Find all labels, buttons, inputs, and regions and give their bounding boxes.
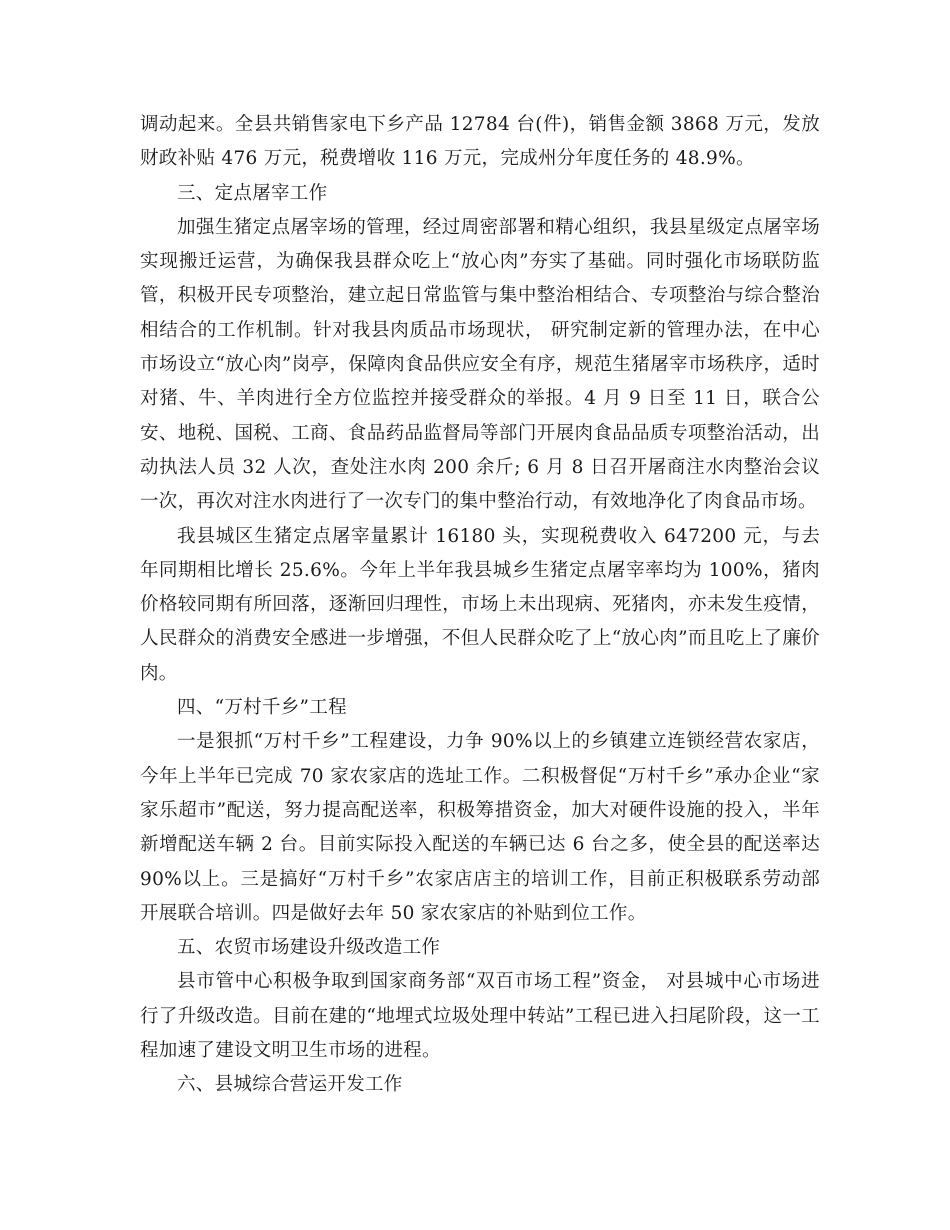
section-heading-village-project: 四、“万村千乡”工程 — [177, 697, 347, 719]
paragraph-slaughter-statistics: 我县城区生猪定点屠宰量累计 16180 头，实现税费收入 647200 元，与去年同期相比增长 25.6%。今年上半年我县城乡生猪定点屠宰率均为 100%，猪肉价格较同期有所回落，逐渐回归理性，市场上未出现病、死猪肉，亦未发生疫情，人民群众的消费安全感进一步增强，不但人民群众吃了上“放心肉”而且吃上了廉价肉。 — [140, 525, 820, 684]
section-heading-slaughter: 三、定点屠宰工作 — [177, 182, 328, 204]
paragraph-market-upgrade: 县市管中心积极争取到国家商务部“双百市场工程”资金， 对县城中心市场进行了升级改造。目前在建的“地埋式垃圾处理中转站”工程已进入扫尾阶段，这一工程加速了建设文明卫生市场的进程。 — [140, 971, 820, 1062]
document-body — [140, 108, 820, 1103]
section-heading-county-development: 六、县城综合营运开发工作 — [177, 1074, 403, 1096]
section-heading-market-upgrade: 五、农贸市场建设升级改造工作 — [177, 937, 441, 959]
paragraph-sales-summary: 调动起来。全县共销售家电下乡产品 12784 台(件)，销售金额 3868 万元，发放财政补贴 476 万元，税费增收 116 万元，完成州分年度任务的 48.9%。 — [140, 114, 820, 170]
paragraph-slaughter-management: 加强生猪定点屠宰场的管理，经过周密部署和精心组织，我县星级定点屠宰场实现搬迁运营，为确保我县群众吃上“放心肉”夯实了基础。同时强化市场联防监管，积极开民专项整治，建立起日常监管与集中整治相结合、专项整治与综合整治相结合的工作机制。针对我县肉质品市场现状， 研究制定新的管理办法，在中心市场设立“放心肉”岗亭，保障肉食品供应安全有序，规范生猪屠宰市场秩序，适时对猪、牛、羊肉进行全方位监控并接受群众的举报。4 月 9 日至 11 日，联合公安、地税、国税、工商、食品药品监督局等部门开展肉食品品质专项整治活动，出动执法人员 32 人次，查处注水肉 200 余斤; 6 月 8 日召开屠商注水肉整治会议一次，再次对注水肉进行了一次专门的集中整治行动，有效地净化了肉食品市场。 — [140, 216, 820, 513]
paragraph-village-project: 一是狠抓“万村千乡”工程建设，力争 90%以上的乡镇建立连锁经营农家店，今年上半年已完成 70 家农家店的选址工作。二积极督促“万村千乡”承办企业“家家乐超市”配送，努力提高配送率，积极筹措资金，加大对硬件设施的投入，半年新增配送车辆 2 台。目前实际投入配送的车辆已达 6 台之多，使全县的配送率达 90%以上。三是搞好“万村千乡”农家店店主的培训工作，目前正积极联系劳动部开展联合培训。四是做好去年 50 家农家店的补贴到位工作。 — [140, 731, 820, 924]
